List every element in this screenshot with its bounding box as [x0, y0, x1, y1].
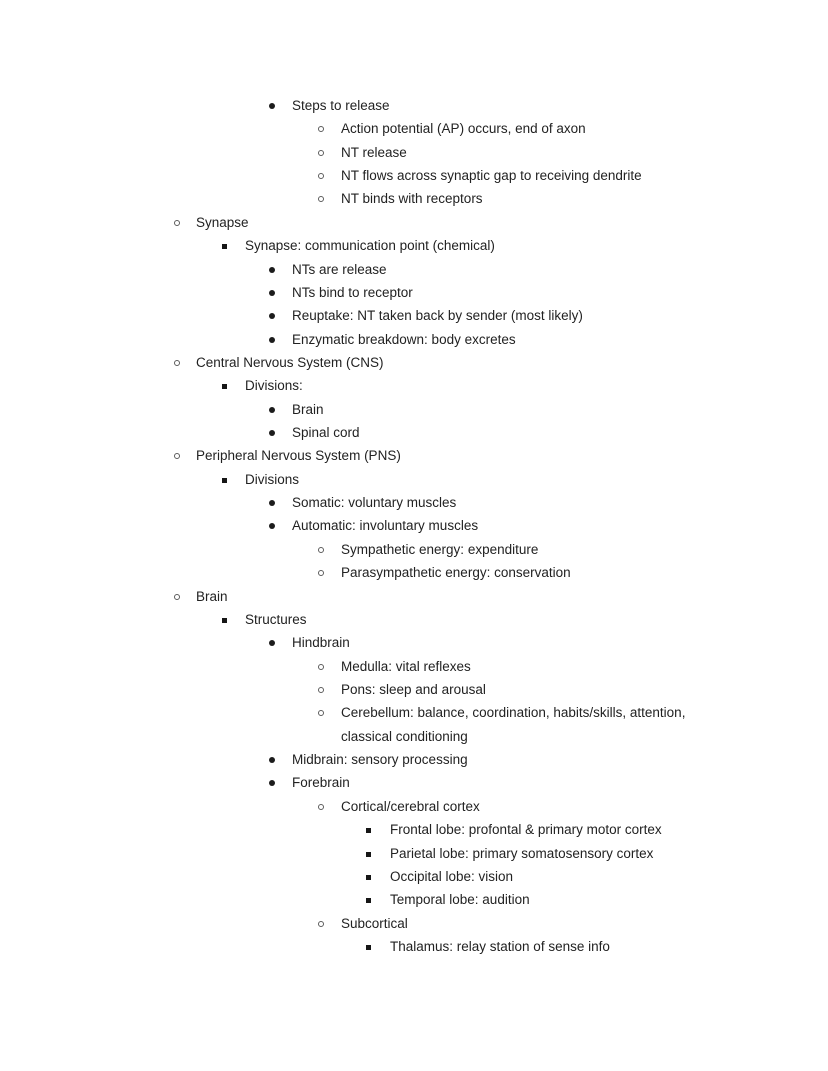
list-item-text: Cortical/cerebral cortex — [341, 798, 480, 814]
bullet-disc-icon — [269, 780, 275, 786]
bullet-circle-icon — [318, 570, 324, 576]
bullet-circle-icon — [174, 360, 180, 366]
list-item — [0, 935, 731, 958]
list-item-text: Forebrain — [292, 775, 350, 791]
list-item — [0, 258, 731, 281]
list-item — [0, 514, 731, 537]
bullet-disc-icon — [269, 757, 275, 763]
list-item-text: Divisions: — [245, 378, 303, 394]
bullet-circle-icon — [318, 664, 324, 670]
list-item-text: Peripheral Nervous System (PNS) — [196, 448, 401, 464]
list-item-text: Temporal lobe: audition — [390, 892, 530, 908]
bullet-disc-icon — [269, 337, 275, 343]
bullet-disc-icon — [269, 640, 275, 646]
list-item-text: Parasympathetic energy: conservation — [341, 565, 571, 581]
bullet-square-icon — [222, 478, 227, 483]
list-item — [0, 398, 731, 421]
list-item-text: Somatic: voluntary muscles — [292, 495, 457, 511]
list-item — [0, 444, 731, 467]
bullet-circle-icon — [318, 687, 324, 693]
list-item — [0, 818, 731, 841]
bullet-square-icon — [366, 828, 371, 833]
list-item-text: Midbrain: sensory processing — [292, 752, 468, 768]
list-item — [0, 561, 731, 584]
list-item — [0, 888, 731, 911]
list-item-text: Pons: sleep and arousal — [341, 681, 486, 697]
list-item-text: NT binds with receptors — [341, 191, 483, 207]
list-item-text: Subcortical — [341, 915, 408, 931]
list-item-text: NTs bind to receptor — [292, 284, 413, 300]
list-item-text: Structures — [245, 611, 307, 627]
bullet-circle-icon — [318, 710, 324, 716]
bullet-square-icon — [222, 244, 227, 249]
list-item-text: NT release — [341, 144, 407, 160]
bullet-square-icon — [222, 618, 227, 623]
list-item — [0, 351, 731, 374]
list-item — [0, 795, 731, 818]
bullet-disc-icon — [269, 430, 275, 436]
list-item — [0, 421, 731, 444]
bullet-circle-icon — [318, 126, 324, 132]
bullet-disc-icon — [269, 523, 275, 529]
list-item-text: Brain — [196, 588, 228, 604]
list-item — [0, 585, 731, 608]
list-item-text: Central Nervous System (CNS) — [196, 354, 384, 370]
bullet-square-icon — [366, 898, 371, 903]
list-item-text: NT flows across synaptic gap to receiving dendrite — [341, 168, 642, 184]
list-item — [0, 701, 731, 748]
list-item — [0, 608, 731, 631]
list-item-text: Frontal lobe: profontal & primary motor cortex — [390, 822, 662, 838]
list-item — [0, 187, 731, 210]
list-item — [0, 94, 731, 117]
bullet-circle-icon — [174, 453, 180, 459]
list-item — [0, 631, 731, 654]
list-item — [0, 468, 731, 491]
bullet-circle-icon — [318, 804, 324, 810]
bullet-circle-icon — [318, 173, 324, 179]
list-item — [0, 842, 731, 865]
list-item-text: Thalamus: relay station of sense info — [390, 938, 610, 954]
list-item — [0, 538, 731, 561]
list-item-text: Brain — [292, 401, 324, 417]
list-item-text: Hindbrain — [292, 635, 350, 651]
list-item-text: Parietal lobe: primary somatosensory cortex — [390, 845, 654, 861]
bullet-circle-icon — [174, 220, 180, 226]
list-item-text: Reuptake: NT taken back by sender (most likely) — [292, 308, 583, 324]
list-item-text: Cerebellum: balance, coordination, habits/skills, attention, classical conditioning — [341, 705, 686, 744]
bullet-disc-icon — [269, 290, 275, 296]
bullet-circle-icon — [318, 921, 324, 927]
list-item — [0, 655, 731, 678]
bullet-disc-icon — [269, 313, 275, 319]
bullet-disc-icon — [269, 500, 275, 506]
list-item — [0, 141, 731, 164]
list-item — [0, 912, 731, 935]
list-item — [0, 281, 731, 304]
list-item — [0, 328, 731, 351]
list-item — [0, 164, 731, 187]
bullet-disc-icon — [269, 103, 275, 109]
list-item-text: Sympathetic energy: expenditure — [341, 541, 539, 557]
list-item-text: Action potential (AP) occurs, end of axon — [341, 121, 586, 137]
bullet-circle-icon — [318, 196, 324, 202]
list-item — [0, 748, 731, 771]
bullet-list — [0, 94, 731, 958]
list-item-text: Occipital lobe: vision — [390, 868, 514, 884]
list-item-text: Synapse — [196, 214, 249, 230]
list-item-text: Enzymatic breakdown: body excretes — [292, 331, 516, 347]
list-item — [0, 304, 731, 327]
list-item — [0, 865, 731, 888]
bullet-circle-icon — [318, 547, 324, 553]
list-item — [0, 771, 731, 794]
bullet-square-icon — [366, 945, 371, 950]
list-item-text: Synapse: communication point (chemical) — [245, 238, 495, 254]
list-item — [0, 491, 731, 514]
list-item-text: Spinal cord — [292, 425, 360, 441]
bullet-circle-icon — [318, 150, 324, 156]
list-item — [0, 234, 731, 257]
bullet-disc-icon — [269, 267, 275, 273]
list-item-text: Steps to release — [292, 98, 390, 113]
list-item — [0, 678, 731, 701]
list-item — [0, 117, 731, 140]
bullet-square-icon — [222, 384, 227, 389]
bullet-disc-icon — [269, 407, 275, 413]
list-item — [0, 374, 731, 397]
list-item-text: Medulla: vital reflexes — [341, 658, 471, 674]
bullet-square-icon — [366, 875, 371, 880]
list-item-text: Divisions — [245, 471, 300, 487]
bullet-square-icon — [366, 852, 371, 857]
list-item-text: Automatic: involuntary muscles — [292, 518, 479, 534]
bullet-circle-icon — [174, 594, 180, 600]
list-item — [0, 211, 731, 234]
list-item-text: NTs are release — [292, 261, 387, 277]
